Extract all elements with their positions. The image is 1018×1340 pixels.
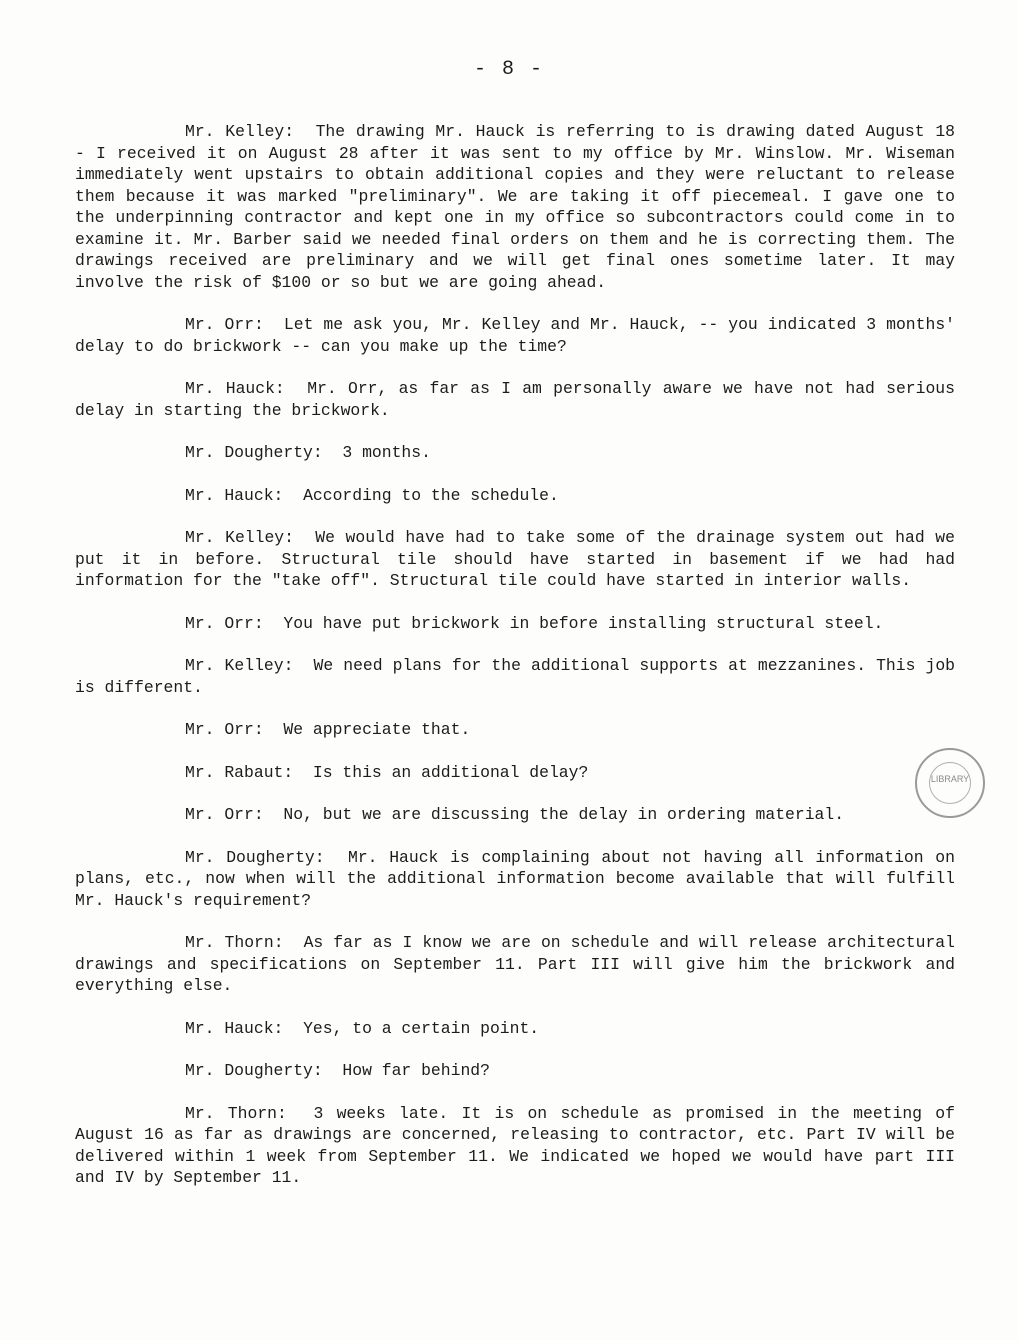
transcript-paragraph xyxy=(75,442,955,464)
speaker-label: Mr. Orr: xyxy=(185,805,264,824)
speech-text: Let me ask you, Mr. Kelley and Mr. Hauck, -- you indicated 3 months' delay to do brickwork -- can you make up the time? xyxy=(75,315,955,356)
transcript-body xyxy=(75,121,955,1210)
transcript-paragraph xyxy=(75,613,955,635)
speech-text: We would have had to take some of the drainage system out had we put it in before. Structural tile should have started in basement if we had had information for the "take off". Structural tile could have started in interior walls. xyxy=(75,528,955,590)
speech-text: As far as I know we are on schedule and will release architectural drawings and specifications on September 11. Part III will give him the brickwork and everything else. xyxy=(75,933,955,995)
page-number: - 8 - xyxy=(473,58,544,81)
speech-text: Mr. Hauck is complaining about not having all information on plans, etc., now when will the additional information become available that will fulfill Mr. Hauck's requirement? xyxy=(75,847,955,910)
speech-text: No, but we are discussing the delay in ordering material. xyxy=(283,805,845,824)
speaker-label: Mr. Dougherty: xyxy=(185,847,325,867)
transcript-paragraph xyxy=(75,485,955,507)
speech-text: We need plans for the additional supports at mezzanines. This job is different. xyxy=(75,656,955,697)
speech-text: How far behind? xyxy=(342,1061,490,1080)
speech-text: We appreciate that. xyxy=(283,720,471,739)
transcript-paragraph xyxy=(75,847,955,912)
transcript-paragraph xyxy=(75,314,955,357)
speaker-label: Mr. Hauck: xyxy=(185,379,285,398)
speech-text: You have put brickwork in before installing structural steel. xyxy=(283,613,884,633)
transcript-paragraph xyxy=(75,655,955,698)
transcript-paragraph xyxy=(75,1018,955,1040)
transcript-paragraph xyxy=(75,932,955,997)
speaker-label: Mr. Thorn: xyxy=(185,1103,287,1123)
speech-text: Is this an additional delay? xyxy=(312,762,589,782)
speech-text: According to the schedule. xyxy=(303,485,559,505)
speaker-label: Mr. Thorn: xyxy=(185,933,284,952)
transcript-paragraph xyxy=(75,762,955,784)
transcript-paragraph xyxy=(75,804,955,826)
speaker-label: Mr. Hauck: xyxy=(185,1018,284,1038)
stamp-text: LIBRARY xyxy=(930,774,970,784)
speaker-label: Mr. Orr: xyxy=(185,613,264,633)
speech-text: Mr. Orr, as far as I am personally aware we have not had serious delay in starting the brickwork. xyxy=(75,379,955,420)
speaker-label: Mr. Hauck: xyxy=(185,485,284,505)
transcript-paragraph xyxy=(75,378,955,421)
transcript-paragraph xyxy=(75,719,955,741)
speech-text: The drawing Mr. Hauck is referring to is drawing dated August 18 - I received it on August 28 after it was sent to my office by Mr. Winslow. Mr. Wiseman immediately went upstairs to obtain additional copies and they were reluctant to release them because it was marked "preliminary". We are taking it off piecemeal. I gave one to the underpinning contractor and kept one in my office so subcontractors could come in to examine it. Mr. Barber said we needed final orders on them and he is correcting them. The drawings received are preliminary and we will get final ones sometime later. It may involve the risk of $100 or so but we are going ahead. xyxy=(75,122,955,292)
speaker-label: Mr. Orr: xyxy=(185,720,264,739)
transcript-paragraph xyxy=(75,1060,955,1082)
speaker-label: Mr. Rabaut: xyxy=(185,762,294,782)
speech-text: 3 months. xyxy=(342,443,431,462)
speaker-label: Mr. Dougherty: xyxy=(185,443,323,462)
speech-text: 3 weeks late. It is on schedule as promised in the meeting of August 16 as far as drawings are concerned, releasing to contractor, etc. Part IV will be delivered within 1 week from September 11. We indicated we hoped we would have part III and IV by September 11. xyxy=(75,1103,955,1187)
library-stamp-icon xyxy=(915,748,985,818)
transcript-paragraph xyxy=(75,527,955,592)
speaker-label: Mr. Kelley: xyxy=(185,528,294,547)
speech-text: Yes, to a certain point. xyxy=(303,1018,540,1038)
transcript-paragraph xyxy=(75,121,955,293)
transcript-paragraph xyxy=(75,1103,955,1189)
speaker-label: Mr. Kelley: xyxy=(185,122,295,141)
speaker-label: Mr. Orr: xyxy=(185,315,264,334)
speaker-label: Mr. Dougherty: xyxy=(185,1061,323,1080)
speaker-label: Mr. Kelley: xyxy=(185,656,294,675)
